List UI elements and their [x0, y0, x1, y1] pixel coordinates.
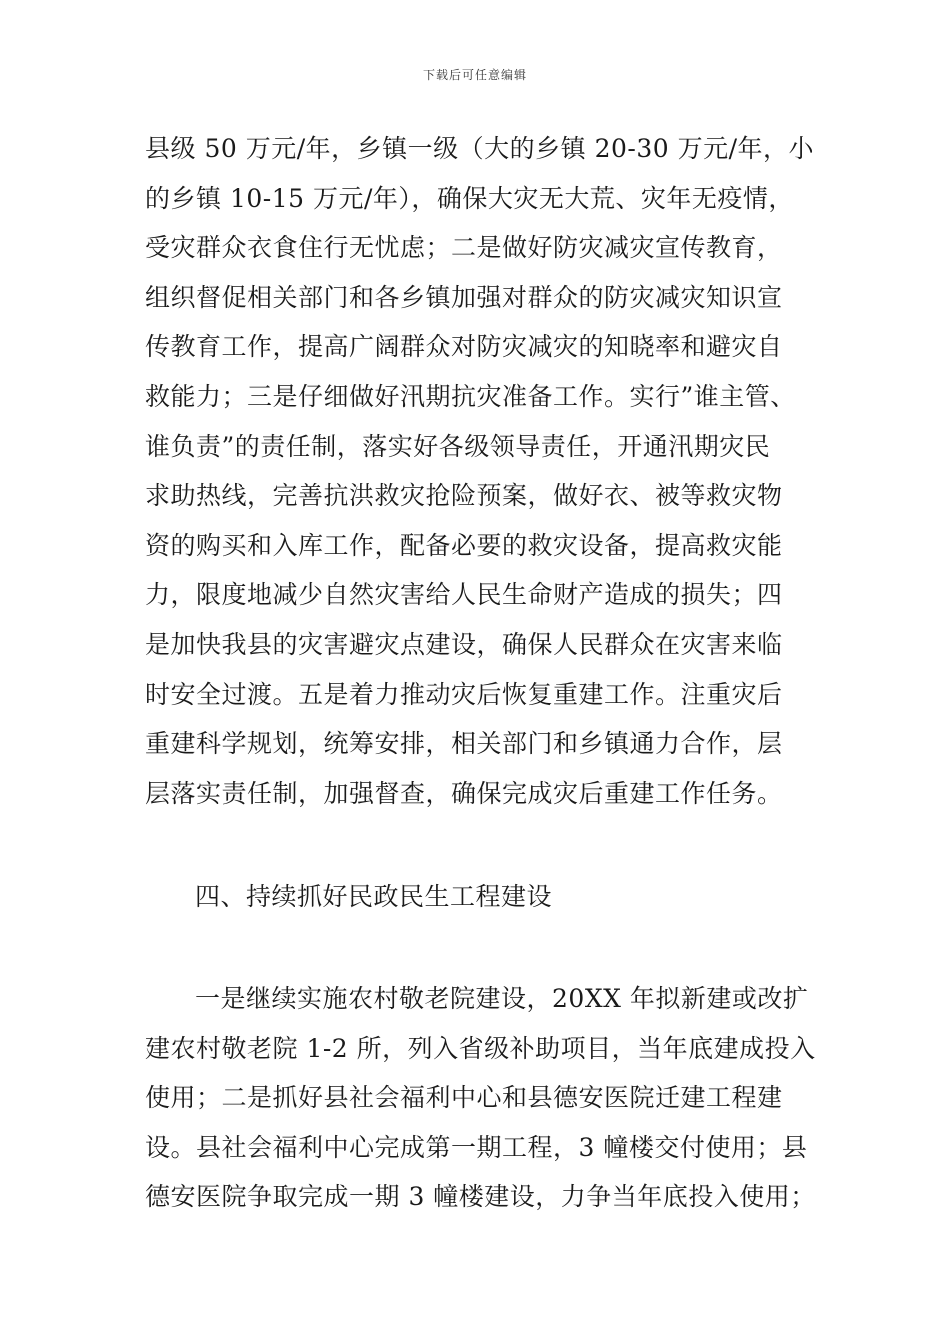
paragraph-line: 设。县社会福利中心完成第一期工程，3 幢楼交付使用；县 [145, 1132, 808, 1162]
paragraph-line: 时安全过渡。五是着力推动灾后恢复重建工作。注重灾后 [145, 679, 783, 709]
paragraph-line: 的乡镇 10-15 万元/年），确保大灾无大荒、灾年无疫情， [145, 183, 794, 213]
page-header: 下载后可任意编辑 [422, 68, 527, 82]
paragraph-line: 德安医院争取完成一期 3 幢楼建设，力争当年底投入使用； [145, 1182, 816, 1212]
paragraph-line: 县级 50 万元/年，乡镇一级（大的乡镇 20-30 万元/年，小 [145, 134, 815, 163]
paragraph-line: 建农村敬老院 1-2 所，列入省级补助项目，当年底建成投入 [145, 1033, 816, 1063]
paragraph-line: 重建科学规划，统筹安排，相关部门和乡镇通力合作，层 [145, 729, 783, 759]
section-heading: 四、持续抓好民政民生工程建设 [195, 882, 553, 911]
paragraph-line: 受灾群众衣食住行无忧虑；二是做好防灾减灾宣传教育， [145, 233, 783, 263]
paragraph-line: 谁负责”的责任制，落实好各级领导责任，开通汛期灾民 [145, 431, 771, 461]
paragraph-line: 使用；二是抓好县社会福利中心和县德安医院迁建工程建 [145, 1083, 783, 1113]
paragraph-line: 救能力；三是仔细做好汛期抗灾准备工作。实行”谁主管、 [145, 381, 796, 411]
paragraph-line: 求助热线，完善抗洪救灾抢险预案，做好衣、被等救灾物 [145, 481, 783, 511]
paragraph-line: 层落实责任制，加强督查，确保完成灾后重建工作任务。 [145, 778, 783, 808]
paragraph-line: 组织督促相关部门和各乡镇加强对群众的防灾减灾知识宣 [145, 282, 783, 312]
paragraph-line: 一是继续实施农村敬老院建设，20XX 年拟新建或改扩 [195, 984, 809, 1013]
paragraph-line: 是加快我县的灾害避灾点建设，确保人民群众在灾害来临 [145, 629, 783, 659]
paragraph-welfare-projects [145, 974, 815, 1222]
paragraph-disaster-relief [145, 124, 815, 818]
paragraph-line: 力，限度地减少自然灾害给人民生命财产造成的损失；四 [145, 580, 783, 610]
paragraph-line: 传教育工作，提高广阔群众对防灾减灾的知晓率和避灾自 [145, 332, 783, 362]
paragraph-line: 资的购买和入库工作，配备必要的救灾设备，提高救灾能 [145, 530, 783, 560]
